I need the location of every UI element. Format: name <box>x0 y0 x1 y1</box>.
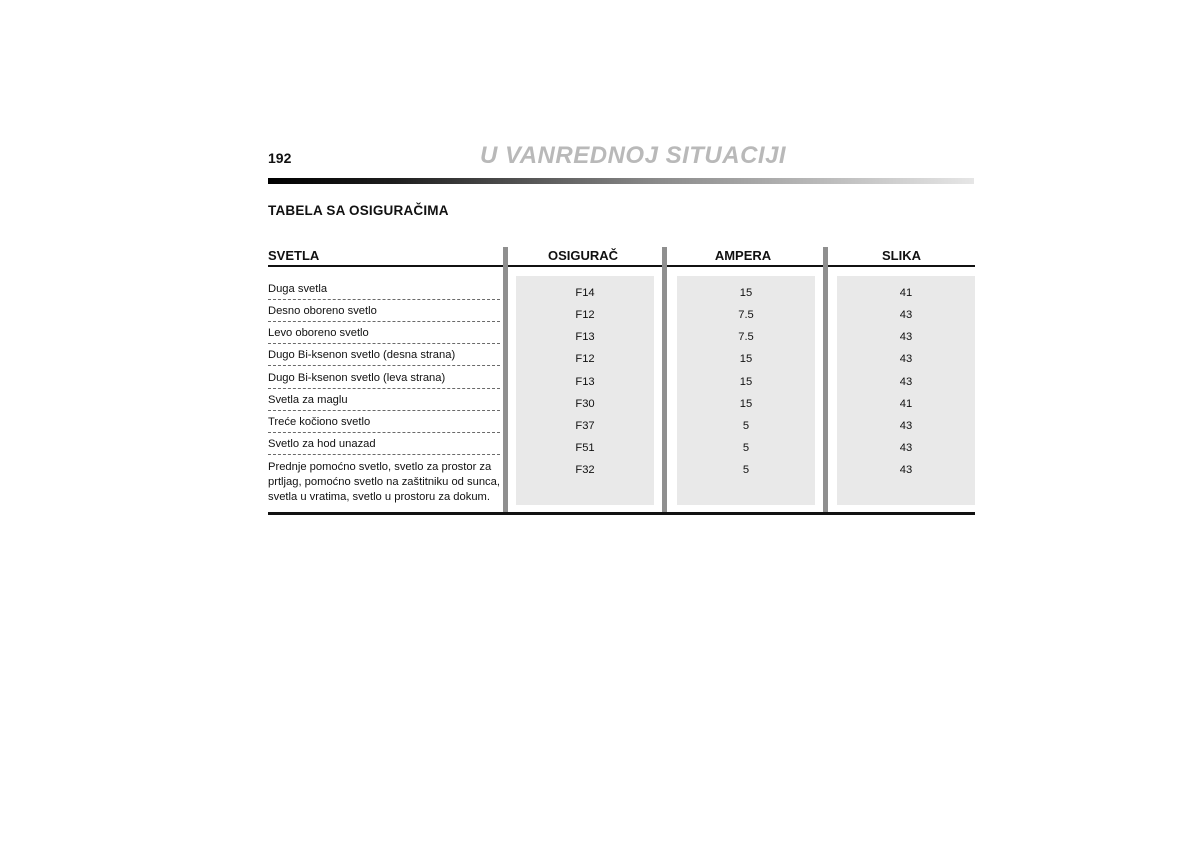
header-rule <box>828 265 975 267</box>
row-label: Desno oboreno svetlo <box>268 305 377 317</box>
figure-cell: 43 <box>899 420 913 432</box>
row-label: Treće kočiono svetlo <box>268 416 371 428</box>
row-separator <box>268 299 500 300</box>
page-number: 192 <box>268 150 292 166</box>
row-separator <box>268 343 500 344</box>
amps-cell: 5 <box>742 464 750 476</box>
row-label: Svetla za maglu <box>268 394 348 406</box>
header-figure: SLIKA <box>882 248 921 263</box>
header-fuse: OSIGURAČ <box>547 248 619 263</box>
figure-cell: 43 <box>899 331 913 343</box>
amps-cell: 15 <box>739 398 753 410</box>
column-separator <box>503 247 508 515</box>
row-label: Dugo Bi-ksenon svetlo (desna strana) <box>268 349 456 361</box>
header-rule <box>667 265 823 267</box>
row-label: Svetlo za hod unazad <box>268 438 376 450</box>
table-title: TABELA SA OSIGURAČIMA <box>268 203 449 218</box>
figure-cell: 43 <box>899 442 913 454</box>
fuse-cell: F13 <box>575 376 595 388</box>
header-rule <box>268 178 974 184</box>
figure-cell: 43 <box>899 464 913 476</box>
amps-cell: 5 <box>742 420 750 432</box>
row-separator <box>268 432 500 433</box>
figure-cell: 43 <box>899 353 913 365</box>
header-amps: AMPERA <box>714 248 772 263</box>
row-separator <box>268 388 500 389</box>
column-separator <box>823 247 828 515</box>
fuse-cell: F12 <box>575 309 595 321</box>
row-separator <box>268 321 500 322</box>
amps-cell: 5 <box>742 442 750 454</box>
section-title: U VANREDNOJ SITUACIJI <box>480 142 787 169</box>
figure-cell: 41 <box>899 287 913 299</box>
row-label: Levo oboreno svetlo <box>268 327 369 339</box>
row-separator <box>268 410 500 411</box>
column-separator <box>662 247 667 515</box>
fuse-table <box>268 245 975 517</box>
amps-cell: 15 <box>739 287 753 299</box>
fuse-cell: F13 <box>575 331 595 343</box>
header-rule <box>508 265 662 267</box>
row-separator <box>268 365 500 366</box>
row-separator <box>268 454 500 455</box>
amps-cell: 15 <box>739 353 753 365</box>
header-rule <box>268 265 503 267</box>
figure-cell: 43 <box>899 309 913 321</box>
figure-cell: 43 <box>899 376 913 388</box>
fuse-cell: F30 <box>575 398 595 410</box>
amps-cell: 7.5 <box>738 331 754 343</box>
table-bottom-rule <box>268 512 975 515</box>
row-label: Prednje pomoćno svetlo, svetlo za prostor za prtljag, pomoćno svetlo na zaštitniku od sunca, svetla u vratima, svetlo u prostoru za dokum. <box>268 461 500 503</box>
header-lights: SVETLA <box>268 248 320 263</box>
fuse-cell: F12 <box>575 353 595 365</box>
row-label: Duga svetla <box>268 283 328 295</box>
fuse-cell: F51 <box>575 442 595 454</box>
amps-cell: 15 <box>739 376 753 388</box>
fuse-cell: F32 <box>575 464 595 476</box>
amps-cell: 7.5 <box>738 309 754 321</box>
row-label: Dugo Bi-ksenon svetlo (leva strana) <box>268 372 446 384</box>
figure-cell: 41 <box>899 398 913 410</box>
fuse-cell: F37 <box>575 420 595 432</box>
fuse-cell: F14 <box>575 287 595 299</box>
